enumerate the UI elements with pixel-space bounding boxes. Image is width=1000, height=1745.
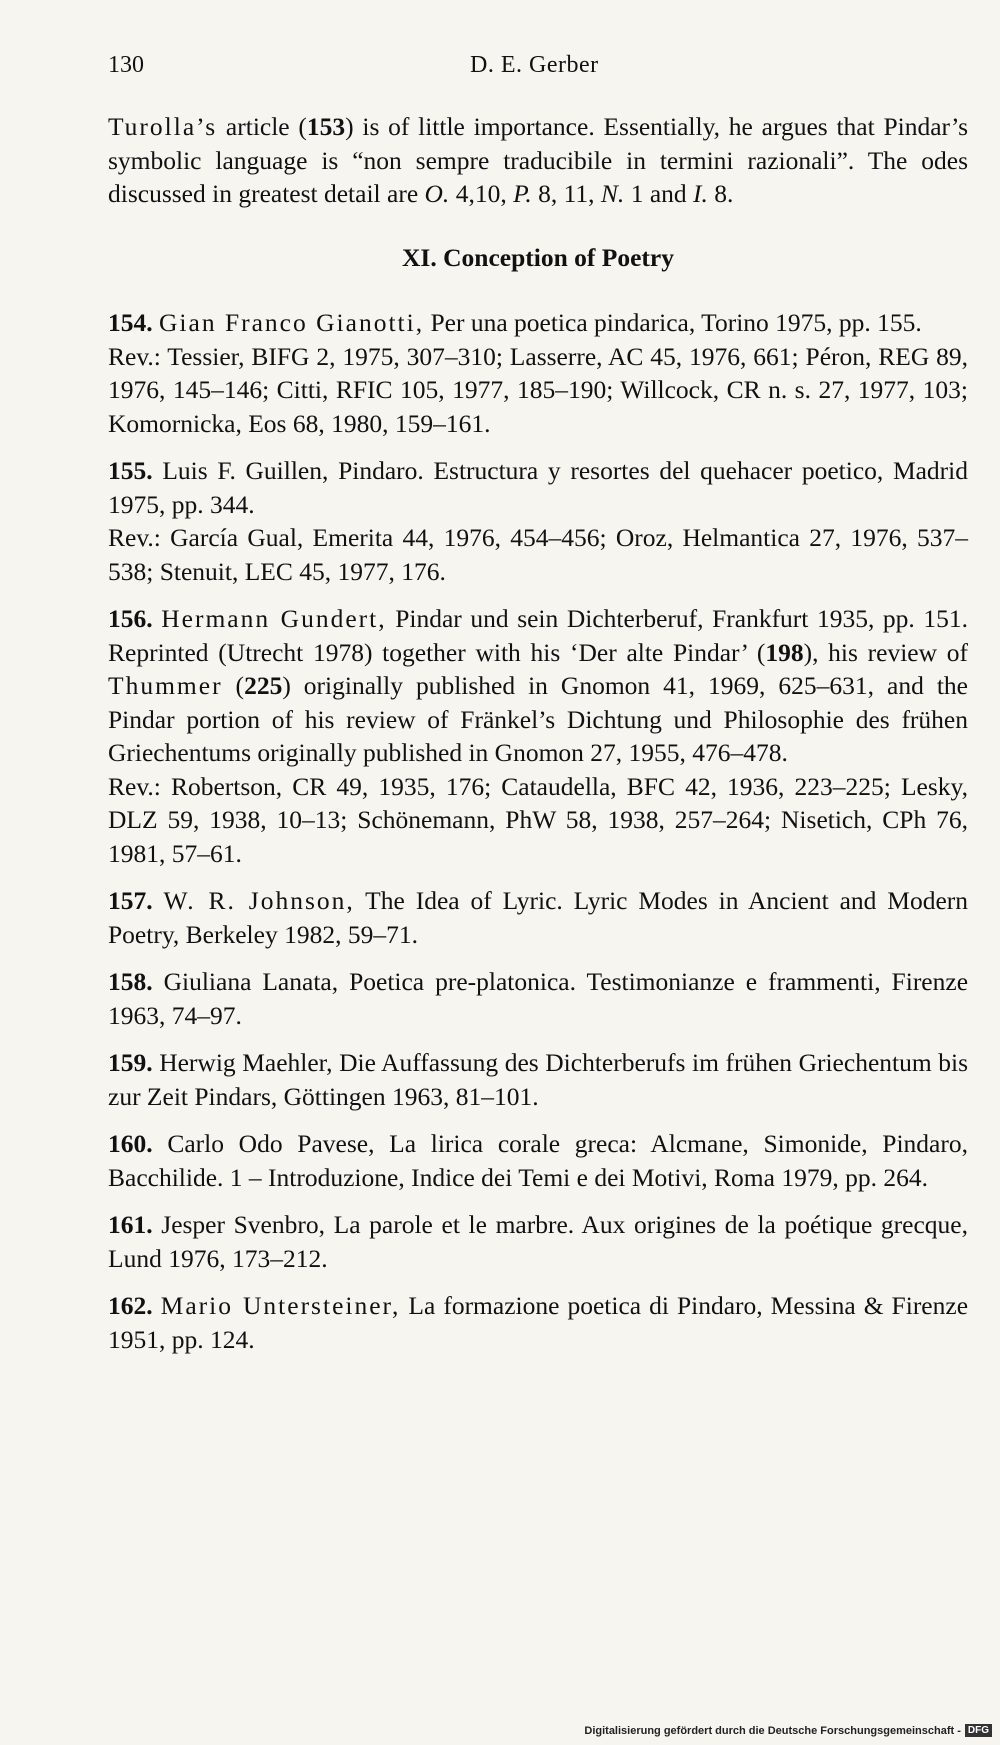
bib-entry-161: 161. Jesper Svenbro, La parole et le marbre. Aux origines de la poétique grecque, Lund 1976, 173–212. xyxy=(108,1210,968,1273)
running-head: D. E. Gerber xyxy=(470,52,599,78)
credit-text: Digitalisierung gefördert durch die Deutsche Forschungsgemeinschaft - xyxy=(584,1724,961,1737)
review-list: Rev.: Robertson, CR 49, 1935, 176; Cataudella, BFC 42, 1936, 223–225; Lesky, DLZ 59, 1938, 10–13; Schönemann, PhW 58, 1938, 257–264; Nisetich, CPh 76, 1981, 57–61. xyxy=(108,771,968,868)
bib-entry-162: 162. Mario Untersteiner, La formazione poetica di Pindaro, Messina & Firenze 1951, pp. 124. xyxy=(108,1291,969,1354)
digitization-credit xyxy=(584,1724,992,1737)
bib-entry-157: 157. W. R. Johnson, The Idea of Lyric. Lyric Modes in Ancient and Modern Poetry, Berkeley 1982, 59–71. xyxy=(108,886,969,949)
bib-entry-158: 158. Giuliana Lanata, Poetica pre-platonica. Testimonianze e frammenti, Firenze 1963, 74–97. xyxy=(108,967,969,1030)
bib-entry-160: 160. Carlo Odo Pavese, La lirica corale greca: Alcmane, Simonide, Pindaro, Bacchilide. 1 – Introduzione, Indice dei Temi e dei Motivi, Roma 1979, pp. 264. xyxy=(108,1129,968,1192)
intro-paragraph: Turolla’s article (153) is of little importance. Essentially, he argues that Pindar’s symbolic language is “non sempre traducibile in termini razionali”. The odes discussed in greatest detail are O. 4,10, P. 8, 11, N. 1 and I. 8. xyxy=(108,112,968,208)
bib-entry-159: 159. Herwig Maehler, Die Auffassung des Dichterberufs im frühen Griechentum bis zur Zeit Pindars, Göttingen 1963, 81–101. xyxy=(108,1048,968,1111)
page-number: 130 xyxy=(108,52,144,78)
bib-entry-155: 155. Luis F. Guillen, Pindaro. Estructura y resortes del quehacer poetico, Madrid 1975, pp. 344. Rev.: García Gual, Emerita 44, 1976, 454–456; Oroz, Helmantica 27, 1976, 537–538; Stenuit, LEC 45, 1977, 176. xyxy=(108,454,968,588)
page-header xyxy=(108,52,968,82)
dfg-logo-icon: DFG xyxy=(965,1724,992,1737)
review-list: Rev.: García Gual, Emerita 44, 1976, 454–456; Oroz, Helmantica 27, 1976, 537–538; Stenuit, LEC 45, 1977, 176. xyxy=(108,523,968,586)
review-list: Rev.: Tessier, BIFG 2, 1975, 307–310; Lasserre, AC 45, 1976, 661; Péron, REG 89, 1976, 145–146; Citti, RFIC 105, 1977, 185–190; Willcock, CR n. s. 27, 1977, 103; Komornicka, Eos 68, 1980, 159–161. xyxy=(108,341,968,438)
bib-entry-156: 156. Hermann Gundert, Pindar und sein Dichterberuf, Frankfurt 1935, pp. 151. Reprinted (Utrecht 1978) together with his ‘Der alte Pindar’ (198), his review of Thummer (225) originally published in Gnomon 41, 1969, 625–631, and the Pindar portion of his review of Fränkel’s Dichtung und Philosophie des frühen Griechentums originally published in Gnomon 27, 1955, 476–478. Rev.: Robertson, CR 49, 1935, 176; Cataudella, BFC 42, 1936, 223–225; Lesky, DLZ 59, 1938, 10–13; Schönemann, PhW 58, 1938, 257–264; Nisetich, CPh 76, 1981, 57–61. xyxy=(108,602,968,870)
bib-entry-154: 154. Gian Franco Gianotti, Per una poetica pindarica, Torino 1975, pp. 155. Rev.: Tessier, BIFG 2, 1975, 307–310; Lasserre, AC 45, 1976, 661; Péron, REG 89, 1976, 145–146; Citti, RFIC 105, 1977, 185–190; Willcock, CR n. s. 27, 1977, 103; Komornicka, Eos 68, 1980, 159–161. xyxy=(108,306,968,440)
section-heading: XI. Conception of Poetry xyxy=(402,242,674,272)
page-body xyxy=(108,110,968,1370)
